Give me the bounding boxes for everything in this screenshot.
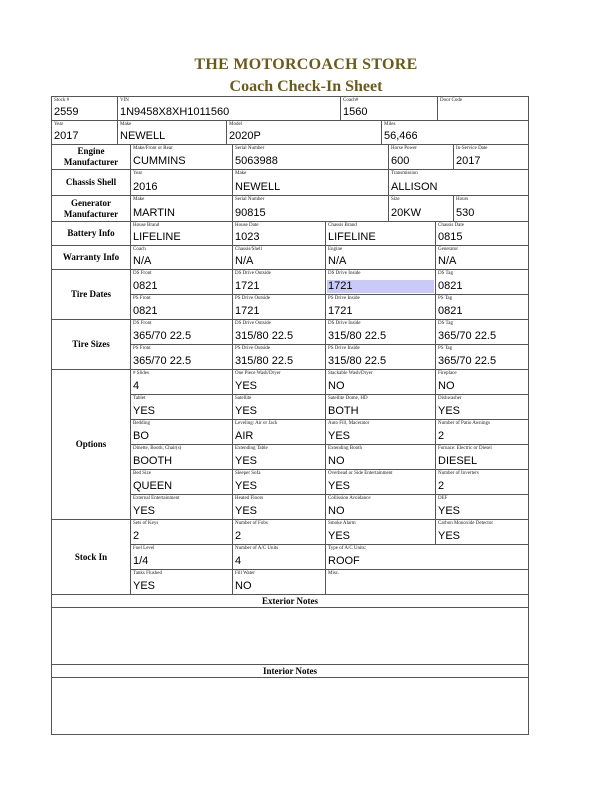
- ps-front-field[interactable]: [130, 294, 233, 320]
- chassis-brand-field[interactable]: [325, 221, 436, 246]
- ps-drive-inside-field[interactable]: [325, 344, 436, 370]
- ps-tag-field[interactable]: [435, 294, 529, 320]
- ds-drive-outside-label: DS Drive Outside: [235, 271, 271, 276]
- size-field[interactable]: [388, 195, 454, 222]
- def-label: DEF: [438, 496, 448, 501]
- collission-avoidance-field[interactable]: [325, 494, 436, 520]
- stackable-wash-dryer-label: Stackable Wash/Dryer: [328, 371, 373, 376]
- satellite-dome-hd-label: Satellite Dome, HD: [328, 396, 368, 401]
- ps-tag-label: PS Tag: [438, 296, 453, 301]
- ds-tag-label: DS Tag: [438, 271, 453, 276]
- engine-section-label: Engine Manufacturer: [51, 144, 131, 170]
- number-of-a-c-units-label: Number of A/C Units: [235, 546, 279, 551]
- coach-label: Coach#: [343, 98, 359, 103]
- horse-power-value[interactable]: 600: [391, 155, 410, 167]
- number-of-a-c-units-field[interactable]: [232, 544, 326, 570]
- number-of-fobs-value[interactable]: 2: [235, 530, 242, 542]
- stock-value[interactable]: 2559: [54, 106, 79, 118]
- type-of-a-c-units-value[interactable]: ROOF: [328, 555, 360, 567]
- ds-front-value[interactable]: 0821: [133, 280, 158, 292]
- make-field[interactable]: [117, 120, 227, 145]
- model-value[interactable]: 2020P: [229, 130, 261, 142]
- ps-drive-inside-value[interactable]: 1721: [328, 305, 353, 317]
- furnace-electric-or-diesel-value[interactable]: DIESEL: [438, 455, 478, 467]
- ds-drive-inside-value[interactable]: 1721: [327, 280, 434, 293]
- chassis-date-label: Chassis Date: [438, 223, 464, 228]
- make-field[interactable]: [130, 195, 233, 222]
- model-field[interactable]: [226, 120, 382, 145]
- fireplace-field[interactable]: [435, 369, 529, 395]
- miles-field[interactable]: [381, 120, 529, 145]
- ds-drive-inside-value[interactable]: 315/80 22.5: [328, 330, 387, 342]
- in-service-date-label: In-Service Date: [456, 146, 488, 151]
- number-of-patio-awnings-field[interactable]: [435, 419, 529, 445]
- make-value[interactable]: NEWELL: [235, 181, 281, 193]
- chassis-shell-label: Chassis/Shell: [235, 247, 262, 252]
- number-of-fobs-label: Number of Fobs: [235, 521, 268, 526]
- hours-label: Hours: [456, 197, 469, 202]
- ds-drive-outside-label: DS Drive Outside: [235, 321, 271, 326]
- transmission-label: Transmission: [391, 171, 418, 176]
- ps-drive-inside-value[interactable]: 315/80 22.5: [328, 355, 387, 367]
- year-label: Year: [133, 171, 143, 176]
- ps-drive-outside-label: PS Drive Outside: [235, 346, 270, 351]
- number-of-inverters-value[interactable]: 2: [438, 480, 445, 492]
- horse-power-label: Horse Power: [391, 146, 417, 151]
- horse-power-field[interactable]: [388, 144, 454, 170]
- exterior-notes-heading: Exterior Notes: [51, 594, 529, 608]
- make-value[interactable]: MARTIN: [133, 207, 175, 219]
- slides-field[interactable]: [130, 369, 233, 395]
- stock-in-section-label: Stock In: [51, 519, 131, 595]
- ds-front-label: DS Front: [133, 321, 152, 326]
- company-title: THE MOTORCOACH STORE: [194, 56, 418, 73]
- dishwasher-field[interactable]: [435, 394, 529, 420]
- ps-drive-outside-field[interactable]: [232, 294, 326, 320]
- extending-booth-field[interactable]: [325, 444, 436, 470]
- serial-number-label: Serial Number: [235, 197, 265, 202]
- house-date-label: House Date: [235, 223, 259, 228]
- chassis-shell-field[interactable]: [232, 245, 326, 270]
- engine-field[interactable]: [325, 245, 436, 270]
- number-of-a-c-units-value[interactable]: 4: [235, 555, 242, 567]
- chassis-section-label: Chassis Shell: [51, 169, 131, 196]
- engine-label: Engine: [328, 247, 343, 252]
- dishwasher-label: Dishwasher: [438, 396, 462, 401]
- coach-value[interactable]: N/A: [133, 255, 152, 267]
- extending-booth-value[interactable]: NO: [328, 455, 345, 467]
- ps-front-value[interactable]: 0821: [133, 305, 158, 317]
- ds-drive-outside-value[interactable]: 1721: [235, 280, 260, 292]
- chassis-brand-label: Chassis Brand: [328, 223, 357, 228]
- smoke-alarm-field[interactable]: [325, 519, 436, 545]
- carbon-monoxide-detector-field[interactable]: [435, 519, 529, 545]
- def-value[interactable]: YES: [438, 505, 461, 517]
- stackable-wash-dryer-field[interactable]: [325, 369, 436, 395]
- make-field[interactable]: [232, 169, 389, 196]
- engine-value[interactable]: N/A: [328, 255, 347, 267]
- bed-size-field[interactable]: [130, 469, 233, 495]
- door-code-field[interactable]: [437, 96, 529, 121]
- ps-tag-value[interactable]: 0821: [438, 305, 463, 317]
- tablet-value[interactable]: YES: [133, 405, 156, 417]
- year-label: Year: [54, 122, 64, 127]
- external-entertainment-value[interactable]: YES: [133, 505, 156, 517]
- exterior-notes-area[interactable]: [51, 607, 529, 665]
- extending-table-value[interactable]: YES: [235, 455, 258, 467]
- type-of-a-c-units-label: Type of A/C Units:: [328, 546, 367, 551]
- misc-field[interactable]: [325, 569, 529, 595]
- bedding-field[interactable]: [130, 419, 233, 445]
- ds-tag-value[interactable]: 0821: [438, 280, 463, 292]
- vin-value[interactable]: 1N9458X8XH1011560: [120, 106, 230, 118]
- number-of-patio-awnings-value[interactable]: 2: [438, 430, 445, 442]
- coach-value[interactable]: 1560: [343, 106, 368, 118]
- ps-tag-label: PS Tag: [438, 346, 453, 351]
- chassis-date-value[interactable]: 0815: [438, 231, 463, 243]
- number-of-patio-awnings-label: Number of Patio Awnings: [438, 421, 490, 426]
- check-in-form: [51, 96, 529, 735]
- satellite-value[interactable]: YES: [235, 405, 258, 417]
- make-front-or-rear-field[interactable]: [130, 144, 233, 170]
- bedding-value[interactable]: BO: [133, 430, 149, 442]
- miles-label: Miles: [384, 122, 396, 127]
- ps-front-value[interactable]: 365/70 22.5: [133, 355, 192, 367]
- leveling-air-or-jack-field[interactable]: [232, 419, 326, 445]
- heated-floors-value[interactable]: YES: [235, 505, 258, 517]
- house-date-value[interactable]: 1023: [235, 231, 260, 243]
- year-field[interactable]: [130, 169, 233, 196]
- slides-label: # Slides: [133, 371, 149, 376]
- ds-tag-field[interactable]: [435, 269, 529, 295]
- external-entertainment-label: External Entertainment: [133, 496, 180, 501]
- ds-drive-outside-value[interactable]: 315/80 22.5: [235, 330, 294, 342]
- ps-drive-outside-value[interactable]: 1721: [235, 305, 260, 317]
- coach-field[interactable]: [340, 96, 438, 121]
- dinette-booth-chair-s-value[interactable]: BOOTH: [133, 455, 173, 467]
- make-label: Make: [235, 171, 247, 176]
- options-section-label: Options: [51, 369, 131, 520]
- year-value[interactable]: 2017: [54, 130, 79, 142]
- make-value[interactable]: NEWELL: [120, 130, 166, 142]
- make-label: Make: [133, 197, 145, 202]
- stackable-wash-dryer-value[interactable]: NO: [328, 380, 345, 392]
- number-of-inverters-label: Number of Inverters: [438, 471, 479, 476]
- extending-booth-label: Extending Booth: [328, 446, 363, 451]
- sets-of-keys-field[interactable]: [130, 519, 233, 545]
- overhead-or-side-entertainment-value[interactable]: YES: [328, 480, 351, 492]
- coach-field[interactable]: [130, 245, 233, 270]
- ps-drive-outside-label: PS Drive Outside: [235, 296, 270, 301]
- make-front-or-rear-value[interactable]: CUMMINS: [133, 155, 186, 167]
- def-field[interactable]: [435, 494, 529, 520]
- overhead-or-side-entertainment-field[interactable]: [325, 469, 436, 495]
- ps-tag-field[interactable]: [435, 344, 529, 370]
- slides-value[interactable]: 4: [133, 380, 140, 392]
- stock-label: Stock #: [54, 98, 70, 103]
- fireplace-value[interactable]: NO: [438, 380, 455, 392]
- chassis-shell-value[interactable]: N/A: [235, 255, 254, 267]
- house-brand-value[interactable]: LIFELINE: [133, 231, 181, 243]
- external-entertainment-field[interactable]: [130, 494, 233, 520]
- satellite-dome-hd-value[interactable]: BOTH: [328, 405, 359, 417]
- satellite-field[interactable]: [232, 394, 326, 420]
- dishwasher-value[interactable]: YES: [438, 405, 461, 417]
- smoke-alarm-value[interactable]: YES: [328, 530, 351, 542]
- satellite-dome-hd-field[interactable]: [325, 394, 436, 420]
- tanks-flushed-field[interactable]: [130, 569, 233, 595]
- sleeper-sofa-label: Sleeper Sofa: [235, 471, 261, 476]
- number-of-inverters-field[interactable]: [435, 469, 529, 495]
- sheet-title: Coach Check-In Sheet: [229, 78, 383, 95]
- house-brand-label: House Brand: [133, 223, 160, 228]
- fill-water-label: Fill Water: [235, 571, 255, 576]
- leveling-air-or-jack-label: Leveling: Air or Jack: [235, 421, 278, 426]
- one-piece-wash-dryer-field[interactable]: [232, 369, 326, 395]
- fuel-level-field[interactable]: [130, 544, 233, 570]
- fireplace-label: Fireplace: [438, 371, 457, 376]
- serial-number-field[interactable]: [232, 195, 389, 222]
- transmission-field[interactable]: [388, 169, 529, 196]
- leveling-air-or-jack-value[interactable]: AIR: [235, 430, 254, 442]
- generator-value[interactable]: N/A: [438, 255, 457, 267]
- bedding-label: Bedding: [133, 421, 150, 426]
- ds-front-label: DS Front: [133, 271, 152, 276]
- serial-number-value[interactable]: 5063988: [235, 155, 278, 167]
- stock-field[interactable]: [51, 96, 118, 121]
- coach-label: Coach: [133, 247, 146, 252]
- tire-sizes-section-label: Tire Sizes: [51, 319, 131, 370]
- ds-drive-inside-field[interactable]: [325, 269, 436, 295]
- smoke-alarm-label: Smoke Alarm: [328, 521, 356, 526]
- ds-tag-value[interactable]: 365/70 22.5: [438, 330, 497, 342]
- in-service-date-field[interactable]: [453, 144, 529, 170]
- dinette-booth-chair-s-label: Dinette, Booth, Chair(s): [133, 446, 182, 451]
- collission-avoidance-value[interactable]: NO: [328, 505, 345, 517]
- house-brand-field[interactable]: [130, 221, 233, 246]
- tanks-flushed-value[interactable]: YES: [133, 580, 156, 592]
- bed-size-label: Bed Size: [133, 471, 151, 476]
- year-field[interactable]: [51, 120, 118, 145]
- ps-tag-value[interactable]: 365/70 22.5: [438, 355, 497, 367]
- hours-value[interactable]: 530: [456, 207, 475, 219]
- ds-front-field[interactable]: [130, 319, 233, 345]
- collission-avoidance-label: Collission Avoidance: [328, 496, 371, 501]
- fuel-level-label: Fuel Level: [133, 546, 155, 551]
- ps-front-label: PS Front: [133, 296, 151, 301]
- tablet-field[interactable]: [130, 394, 233, 420]
- warranty-section-label: Warranty Info: [51, 245, 131, 270]
- in-service-date-value[interactable]: 2017: [456, 155, 481, 167]
- vin-field[interactable]: [117, 96, 341, 121]
- serial-number-field[interactable]: [232, 144, 389, 170]
- auto-fill-macerator-label: Auto Fill, Macerator: [328, 421, 370, 426]
- ps-front-label: PS Front: [133, 346, 151, 351]
- bed-size-value[interactable]: QUEEN: [133, 480, 173, 492]
- dinette-booth-chair-s-field[interactable]: [130, 444, 233, 470]
- battery-section-label: Battery Info: [51, 221, 131, 246]
- tablet-label: Tablet: [133, 396, 146, 401]
- ds-tag-label: DS Tag: [438, 321, 453, 326]
- ds-drive-inside-field[interactable]: [325, 319, 436, 345]
- size-value[interactable]: 20KW: [391, 207, 421, 219]
- carbon-monoxide-detector-label: Carbon Monoxide Detector: [438, 521, 493, 526]
- one-piece-wash-dryer-value[interactable]: YES: [235, 380, 258, 392]
- fuel-level-value[interactable]: 1/4: [133, 555, 149, 567]
- fill-water-field[interactable]: [232, 569, 326, 595]
- interior-notes-area[interactable]: [51, 677, 529, 735]
- size-label: Size: [391, 197, 400, 202]
- ds-drive-inside-label: DS Drive Inside: [328, 321, 361, 326]
- interior-notes-heading: Interior Notes: [51, 664, 529, 678]
- generator-section-label: Generator Manufacturer: [51, 195, 131, 222]
- sleeper-sofa-field[interactable]: [232, 469, 326, 495]
- generator-label: Generator: [438, 247, 458, 252]
- make-front-or-rear-label: Make/Front or Rear: [133, 146, 173, 151]
- auto-fill-macerator-field[interactable]: [325, 419, 436, 445]
- chassis-brand-value[interactable]: LIFELINE: [328, 231, 376, 243]
- vin-label: VIN: [120, 98, 129, 103]
- one-piece-wash-dryer-label: One Piece Wash/Dryer: [235, 371, 281, 376]
- heated-floors-label: Heated Floors: [235, 496, 264, 501]
- year-value[interactable]: 2016: [133, 181, 158, 193]
- furnace-electric-or-diesel-label: Furnace: Electric or Diesel: [438, 446, 492, 451]
- ps-drive-inside-label: PS Drive Inside: [328, 346, 360, 351]
- extending-table-field[interactable]: [232, 444, 326, 470]
- tire-dates-section-label: Tire Dates: [51, 269, 131, 320]
- sets-of-keys-value[interactable]: 2: [133, 530, 140, 542]
- ps-front-field[interactable]: [130, 344, 233, 370]
- satellite-label: Satellite: [235, 396, 252, 401]
- door-code-label: Door Code: [440, 98, 463, 103]
- transmission-value[interactable]: ALLISON: [391, 181, 438, 193]
- house-date-field[interactable]: [232, 221, 326, 246]
- type-of-a-c-units-field[interactable]: [325, 544, 529, 570]
- ps-drive-outside-field[interactable]: [232, 344, 326, 370]
- sleeper-sofa-value[interactable]: YES: [235, 480, 258, 492]
- fill-water-value[interactable]: NO: [235, 580, 252, 592]
- ps-drive-outside-value[interactable]: 315/80 22.5: [235, 355, 294, 367]
- generator-field[interactable]: [435, 245, 529, 270]
- ds-tag-field[interactable]: [435, 319, 529, 345]
- sets-of-keys-label: Sets of Keys: [133, 521, 159, 526]
- serial-number-label: Serial Number: [235, 146, 265, 151]
- chassis-date-field[interactable]: [435, 221, 529, 246]
- carbon-monoxide-detector-value[interactable]: YES: [438, 530, 461, 542]
- extending-table-label: Extending Table: [235, 446, 268, 451]
- ds-drive-outside-field[interactable]: [232, 319, 326, 345]
- make-label: Make: [120, 122, 132, 127]
- misc-label: Misc.: [328, 571, 340, 576]
- ds-drive-inside-label: DS Drive Inside: [328, 271, 361, 276]
- tanks-flushed-label: Tanks Flushed: [133, 571, 162, 576]
- ds-front-field[interactable]: [130, 269, 233, 295]
- ds-drive-outside-field[interactable]: [232, 269, 326, 295]
- number-of-fobs-field[interactable]: [232, 519, 326, 545]
- miles-value[interactable]: 56,466: [384, 130, 418, 142]
- heated-floors-field[interactable]: [232, 494, 326, 520]
- auto-fill-macerator-value[interactable]: YES: [328, 430, 351, 442]
- ps-drive-inside-label: PS Drive Inside: [328, 296, 360, 301]
- furnace-electric-or-diesel-field[interactable]: [435, 444, 529, 470]
- hours-field[interactable]: [453, 195, 529, 222]
- ps-drive-inside-field[interactable]: [325, 294, 436, 320]
- serial-number-value[interactable]: 90815: [235, 207, 266, 219]
- overhead-or-side-entertainment-label: Overhead or Side Entertainment: [328, 471, 393, 476]
- ds-front-value[interactable]: 365/70 22.5: [133, 330, 192, 342]
- model-label: Model: [229, 122, 243, 127]
